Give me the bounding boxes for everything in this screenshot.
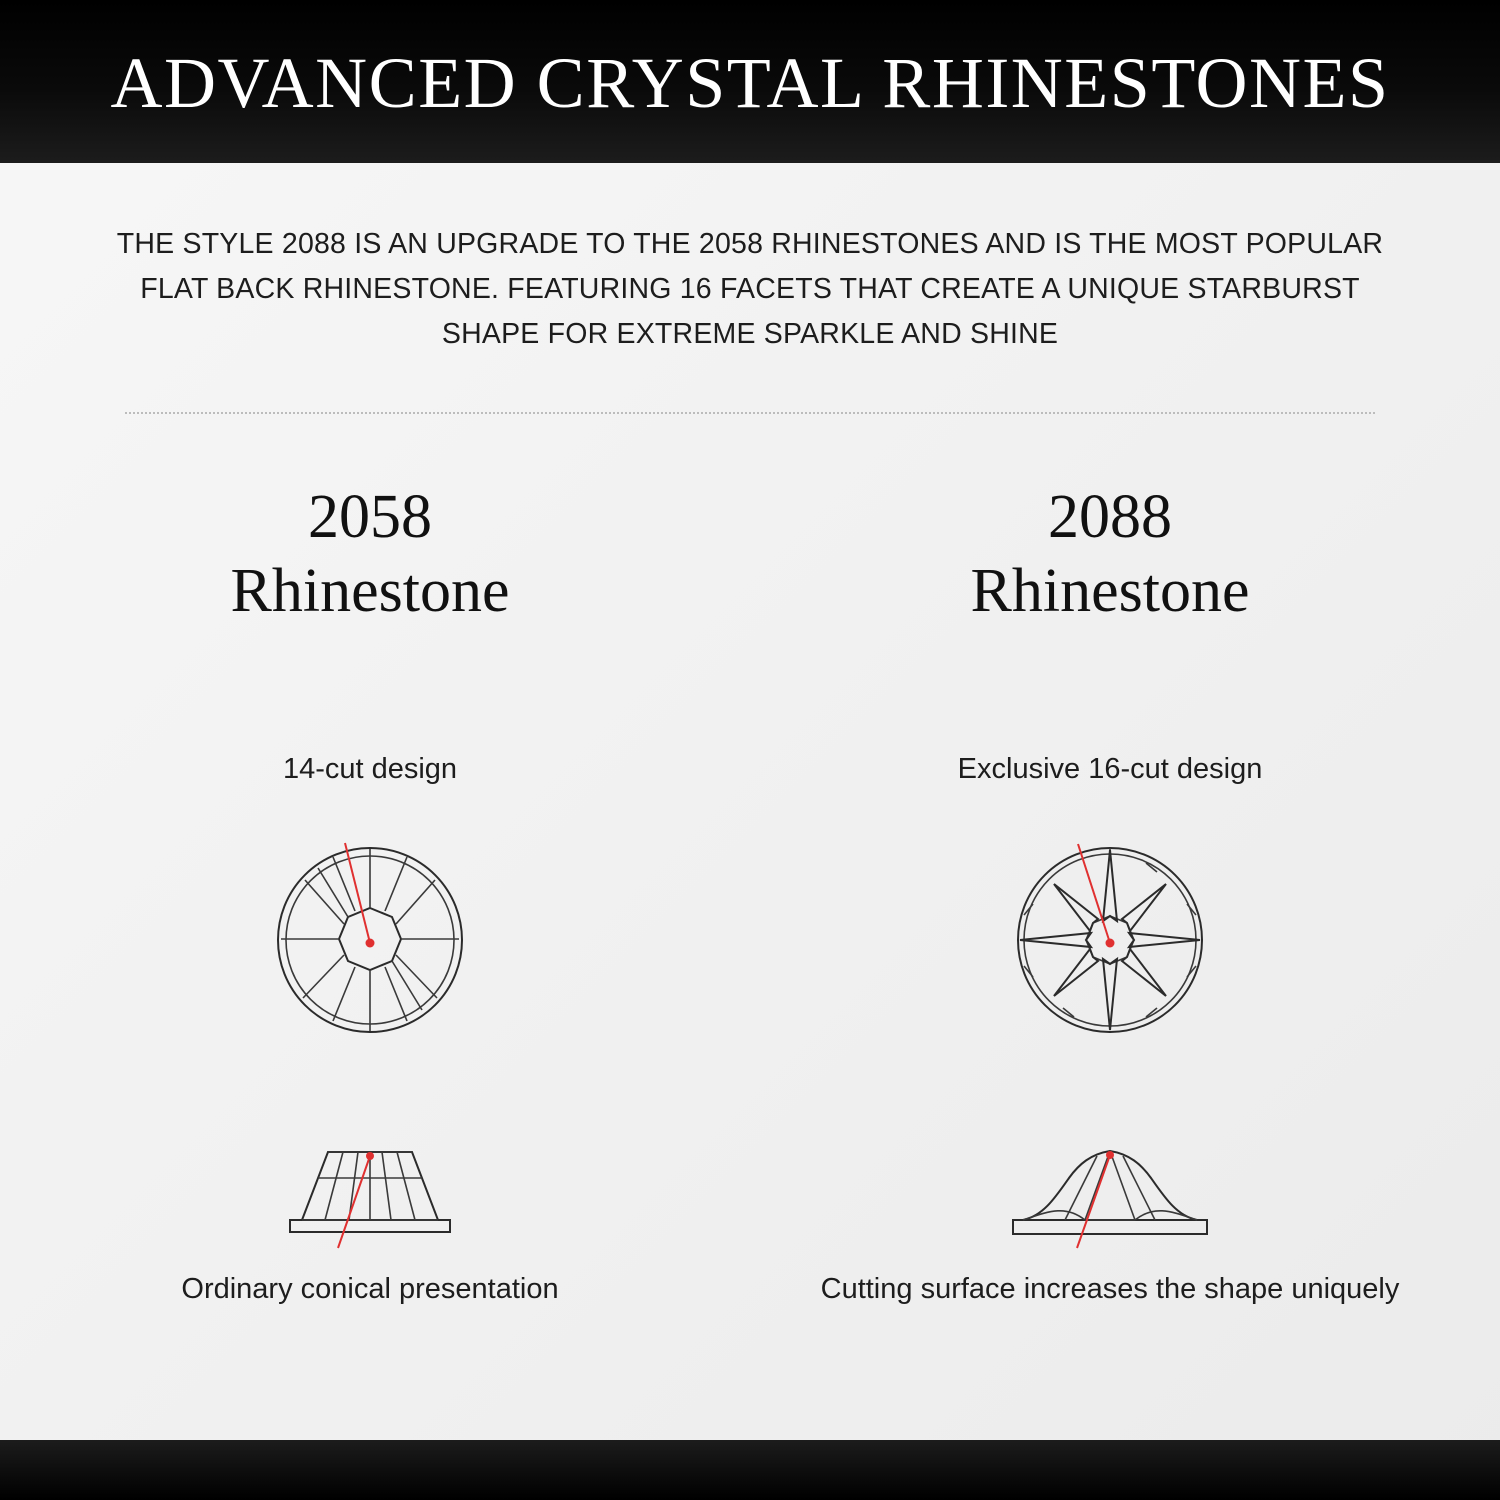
figure-side-view-2088 (800, 1120, 1420, 1260)
column-heading-2088 (800, 480, 1420, 628)
divider (125, 412, 1375, 416)
column-number-2088: 2088 (1048, 483, 1172, 551)
side-view-diagram-2088 (965, 1120, 1255, 1250)
top-label-2058: 14-cut design (282, 753, 458, 785)
page-title: ADVANCED CRYSTAL RHINESTONES (110, 43, 1390, 123)
intro-paragraph: THE STYLE 2088 IS AN UPGRADE TO THE 2058 RHINESTONES AND IS THE MOST POPULAR FLAT BACK RHINESTONE. FEATURING 16 FACETS THAT CREATE A UNIQUE STARBURST SHAPE FOR EXTREME SPARKLE AND SHINE (116, 228, 1384, 350)
column-number-2058: 2058 (308, 483, 432, 551)
column-2058 (60, 480, 680, 1305)
figure-top-view-2058 (60, 800, 680, 1050)
column-word-2058: Rhinestone (230, 557, 510, 625)
bottom-label-2088: Cutting surface increases the shape uniquely (820, 1273, 1400, 1305)
figure-side-view-2058 (60, 1120, 680, 1260)
top-label-2088: Exclusive 16-cut design (957, 753, 1263, 785)
bottom-label-2058: Ordinary conical presentation (181, 1273, 559, 1305)
side-view-diagram-2058 (230, 1120, 510, 1250)
column-heading-2058 (60, 480, 680, 628)
footer-band (0, 1440, 1500, 1500)
figure-top-view-2088 (800, 800, 1420, 1050)
top-view-diagram-2058 (230, 800, 510, 1040)
column-2088 (800, 480, 1420, 1305)
top-view-diagram-2088 (970, 800, 1250, 1040)
column-word-2088: Rhinestone (970, 557, 1250, 625)
